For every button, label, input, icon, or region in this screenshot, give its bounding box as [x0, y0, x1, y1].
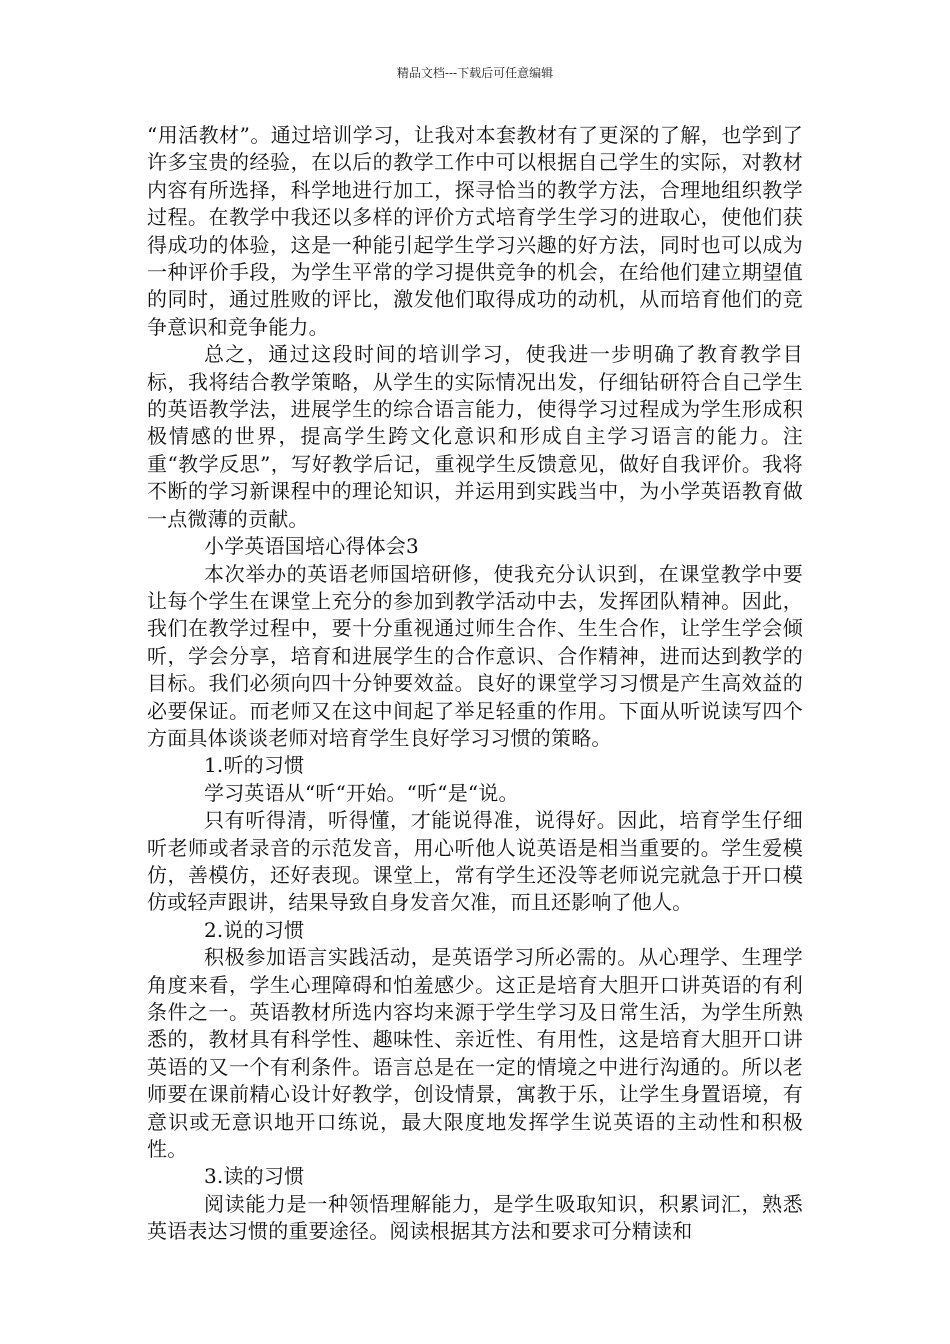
paragraph-1: “用活教材”。通过培训学习，让我对本套教材有了更深的了解，也学到了许多宝贵的经验，在以后的教学工作中可以根据自己学生的实际，对教材内容有所选择，科学地进行加工，探寻恰当的教学方法，合理地组织教学过程。在教学中我还以多样的评价方式培育学生学习的进取心，使他们获得成功的体验，这是一种能引起学生学习兴趣的好方法，同时也可以成为一种评价手段，为学生平常的学习提供竞争的机会，在给他们建立期望值的同时，通过胜败的评比，激发他们取得成功的动机，从而培育他们的竞争意识和竞争能力。	[147, 123, 803, 339]
subheading-speaking: 2.说的习惯	[204, 917, 305, 942]
paragraph-2: 总之，通过这段时间的培训学习，使我进一步明确了教育教学目标，我将结合教学策略，从学生的实际情况出发，仔细钻研符合自己学生的英语教学法，进展学生的综合语言能力，使得学习过程成为学生形成积极情感的世界，提高学生跨文化意识和形成自主学习语言的能力。注重“教学反思”，写好教学后记，重视学生反馈意见，做好自我评价。我将不断的学习新课程中的理论知识，并运用到实践当中，为小学英语教育做一点微薄的贡献。	[147, 342, 803, 531]
paragraph-6: 积极参加语言实践活动，是英语学习所必需的。从心理学、生理学角度来看，学生心理障碍和怕羞感少。这正是培育大胆开口讲英语的有利条件之一。英语教材所选内容均来源于学生学习及日常生活，为学生所熟悉的，教材具有科学性、趣味性、亲近性、有用性，这是培育大胆开口讲英语的又一个有利条件。语言总是在一定的情境之中进行沟通的。所以老师要在课前精心设计好教学，创设情景，寓教于乐，让学生身置语境，有意识或无意识地开口练说，最大限度地发挥学生说英语的主动性和积极性。	[147, 945, 803, 1162]
page-header: 精品文档---下载后可任意编辑	[396, 66, 554, 80]
subheading-reading: 3.读的习惯	[204, 1164, 305, 1189]
paragraph-5: 只有听得清，听得懂，才能说得准，说得好。因此，培育学生仔细听老师或者录音的示范发音，用心听他人说英语是相当重要的。学生爱模仿，善模仿，还好表现。课堂上，常有学生还没等老师说完就急于开口模仿或轻声跟讲，结果导致自身发音欠准，而且还影响了他人。	[147, 808, 803, 915]
section-title: 小学英语国培心得体会3	[204, 534, 419, 559]
paragraph-4: 学习英语从“听“开始。“听“是“说。	[204, 780, 519, 805]
subheading-listening: 1.听的习惯	[204, 753, 305, 778]
document-body	[147, 122, 803, 1246]
paragraph-7: 阅读能力是一种领悟理解能力，是学生吸取知识，积累词汇，熟悉英语表达习惯的重要途径。阅读根据其方法和要求可分精读和	[147, 1191, 803, 1244]
paragraph-3: 本次举办的英语老师国培研修，使我充分认识到，在课堂教学中要让每个学生在课堂上充分的参加到教学活动中去，发挥团队精神。因此，我们在教学过程中，要十分重视通过师生合作、生生合作，让学生学会倾听，学会分享，培育和进展学生的合作意识、合作精神，进而达到教学的目标。我们必须向四十分钟要效益。良好的课堂学习习惯是产生高效益的必要保证。而老师又在这中间起了举足轻重的作用。下面从听说读写四个方面具体谈谈老师对培育学生良好学习习惯的策略。	[147, 561, 803, 750]
